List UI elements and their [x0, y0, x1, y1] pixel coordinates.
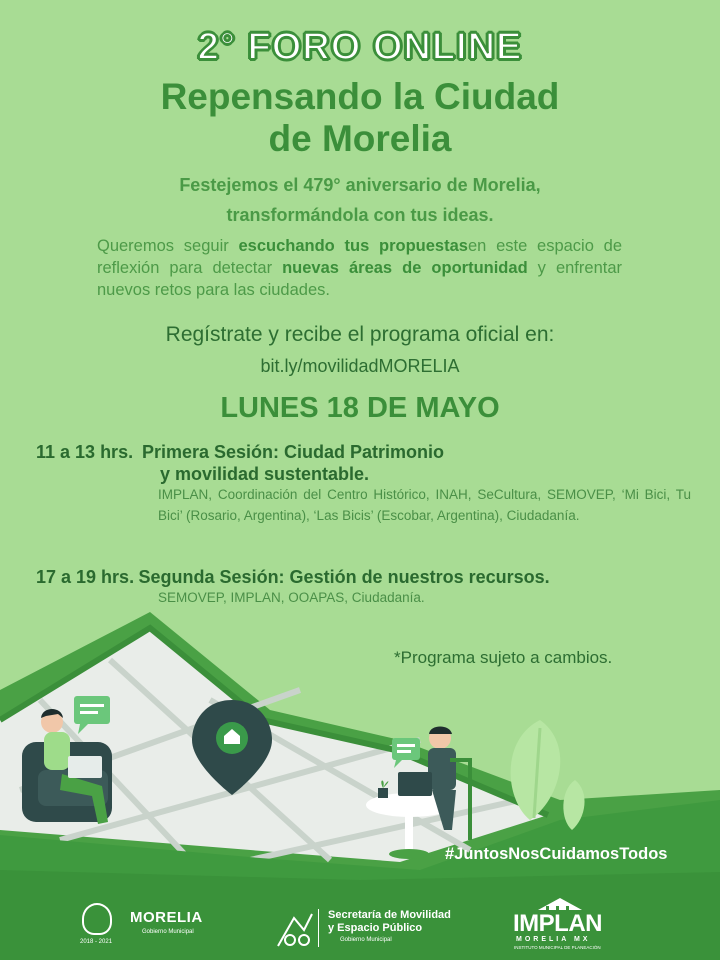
session-1	[36, 442, 696, 526]
register-text: Regístrate y recibe el programa oficial en:	[165, 323, 555, 346]
intro-emphasis: nuevas áreas de oportunidad	[282, 259, 528, 277]
semovep-logo	[276, 905, 476, 953]
intro-text: Queremos seguir	[97, 237, 239, 255]
event-date: LUNES 18 DE MAYO	[220, 392, 500, 424]
session-time: 17 a 19 hrs.	[36, 567, 135, 587]
logo-city: MORELIA MX	[516, 936, 591, 943]
registration-link[interactable]: bit.ly/movilidadMORELIA	[260, 356, 460, 376]
logo-subtitle: Gobierno Municipal	[142, 929, 194, 935]
logo-name: MORELIA	[130, 909, 203, 926]
city-seal-icon	[82, 903, 112, 935]
intro-paragraph	[97, 235, 622, 301]
session-participants: IMPLAN, Coordinación del Centro Histórico, INAH, SeCultura, SEMOVEP, ‘Mi Bici, Tu Bici’ (Rosario, Argentina), ‘Las Bicis’ (Escobar, Argentina), Ciudadanía.	[158, 487, 691, 523]
session-title: Primera Sesión: Ciudad Patrimonio	[141, 442, 445, 462]
session-time: 11 a 13 hrs.	[36, 442, 134, 462]
logo-years: 2018 - 2021	[80, 939, 113, 945]
morelia-logo	[82, 903, 227, 953]
logo-name-line-2: y Espacio Público	[328, 922, 423, 934]
logo-subtitle: INSTITUTO MUNICIPAL DE PLANEACIÓN	[514, 945, 601, 950]
event-badge: 2° FORO ONLINE	[197, 26, 523, 68]
logo-subtitle: Gobierno Municipal	[340, 937, 392, 943]
session-2	[36, 567, 696, 609]
title-line-2: de Morelia	[268, 118, 452, 159]
logo-divider	[318, 909, 319, 947]
session-title-continued: y movilidad sustentable.	[160, 464, 370, 484]
hashtag: #JuntosNosCuidamosTodos	[445, 845, 668, 863]
logo-name: IMPLAN	[513, 910, 602, 937]
title-line-1: Repensando la Ciudad	[160, 76, 560, 117]
session-title: Segunda Sesión: Gestión de nuestros recursos.	[138, 567, 550, 587]
intro-text: en este espacio de reflexión para detectar	[97, 237, 622, 277]
intro-text: y enfrentar nuevos retos para las ciudades.	[97, 259, 622, 299]
intro-emphasis: escuchando tus propuestas	[238, 237, 468, 255]
page-title	[0, 76, 720, 160]
tagline	[0, 170, 720, 230]
logo-name-line-1: Secretaría de Movilidad	[328, 909, 451, 921]
session-participants: SEMOVEP, IMPLAN, OOAPAS, Ciudadanía.	[158, 590, 425, 605]
tagline-line-1: Festejemos el 479° aniversario de Morelia,	[179, 175, 541, 195]
implan-logo	[510, 898, 610, 956]
tagline-line-2: transformándola con tus ideas.	[226, 205, 494, 225]
program-note: *Programa sujeto a cambios.	[394, 648, 613, 667]
